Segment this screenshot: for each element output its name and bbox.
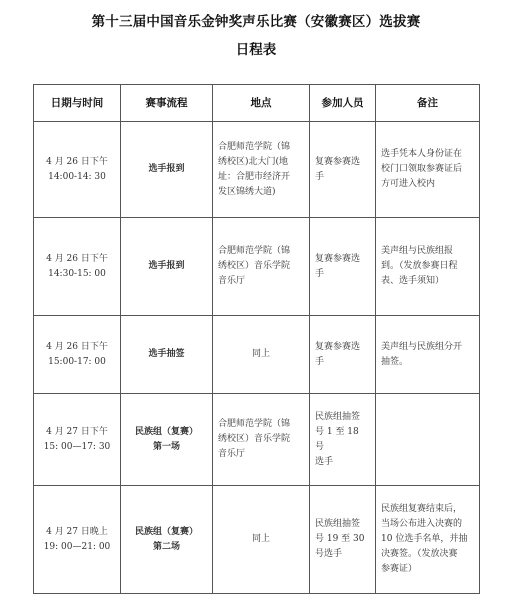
cell-place: 合肥师范学院（锦 绣校区）音乐学院 音乐厅: [213, 394, 310, 486]
table-row: [34, 218, 480, 316]
cell-place: 合肥师范学院（锦 绣校区)北大门(地 址：合肥市经济开 发区锦绣大道): [213, 122, 310, 218]
cell-date: 4 月 26 日下午 14:30-15: 00: [34, 218, 121, 316]
cell-date: 4 月 26 日下午 14:00-14: 30: [34, 122, 121, 218]
cell-note: 选手凭本人身份证在 校门口领取参赛证后 方可进入校内: [376, 122, 480, 218]
cell-people: 复赛参赛选 手: [310, 218, 376, 316]
cell-date: 4 月 27 日晚上 19: 00—21: 00: [34, 486, 121, 594]
document-subtitle: 日程表: [235, 42, 277, 58]
header-flow: 赛事流程: [121, 85, 213, 122]
cell-place: 同上: [213, 486, 310, 594]
cell-flow: 选手报到: [121, 218, 213, 316]
cell-place: 合肥师范学院（锦 绣校区）音乐学院 音乐厅: [213, 218, 310, 316]
header-place: 地点: [213, 85, 310, 122]
table-row: [34, 316, 480, 394]
document-title: 第十三届中国音乐金钟奖声乐比赛（安徽赛区）选拔赛: [91, 14, 421, 30]
cell-date: 4 月 26 日下午 15:00-17: 00: [34, 316, 121, 394]
cell-note: 美声组与民族组分开 抽签。: [376, 316, 480, 394]
cell-note: 民族组复赛结束后， 当场公布进入决赛的 10 位选手名单，并抽 决赛签。（发放决赛 参赛证）: [376, 486, 480, 594]
cell-people: 民族组抽签 号 1 至 18 号 选手: [310, 394, 376, 486]
table-row: [34, 394, 480, 486]
cell-flow: 选手报到: [121, 122, 213, 218]
table-row: [34, 486, 480, 594]
cell-flow: 选手抽签: [121, 316, 213, 394]
cell-flow: 民族组（复赛） 第二场: [121, 486, 213, 594]
cell-date: 4 月 27 日下午 15: 00—17: 30: [34, 394, 121, 486]
cell-place: 同上: [213, 316, 310, 394]
cell-people: 复赛参赛选 手: [310, 122, 376, 218]
cell-note: [376, 394, 480, 486]
cell-people: 复赛参赛选 手: [310, 316, 376, 394]
header-date-time: 日期与时间: [34, 85, 121, 122]
cell-people: 民族组抽签 号 19 至 30 号选手: [310, 486, 376, 594]
table-header-row: [34, 85, 480, 122]
header-note: 备注: [376, 85, 480, 122]
header-people: 参加人员: [310, 85, 376, 122]
cell-note: 美声组与民族组报 到。（发放参赛日程 表、选手须知）: [376, 218, 480, 316]
table-row: [34, 122, 480, 218]
cell-flow: 民族组（复赛） 第一场: [121, 394, 213, 486]
schedule-table: [33, 84, 480, 594]
